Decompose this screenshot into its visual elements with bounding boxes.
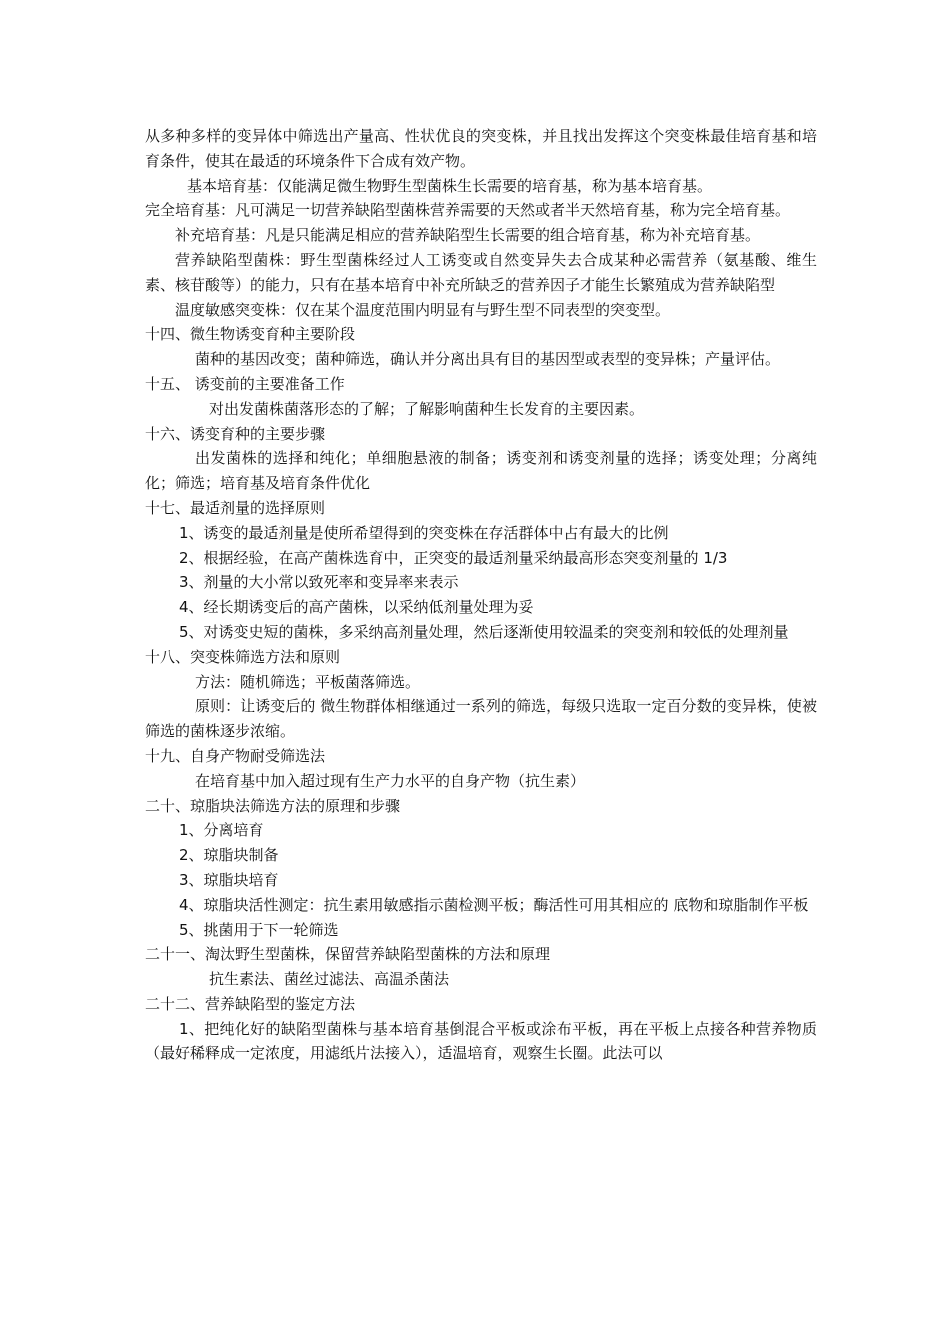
paragraph: 5、对诱变史短的菌株，多采纳高剂量处理，然后逐渐使用较温柔的突变剂和较低的处理剂量 [179,622,789,641]
section-heading: 十四、微生物诱变育种主要阶段 [145,325,356,344]
paragraph: 1、把纯化好的缺陷型菌株与基本培育基倒混合平板或涂布平板，再在平板上点接各种营养物质（最好稀释成一定浓度，用滤纸片法接入），适温培育，观察生长圈。此法可以 [145,1019,817,1063]
section-heading: 十八、突变株筛选方法和原则 [145,647,341,666]
paragraph: 出发菌株的选择和纯化；单细胞悬液的制备；诱变剂和诱变剂量的选择；诱变处理；分离纯化；筛选；培育基及培育条件优化 [145,449,817,493]
section-heading: 十六、诱变育种的主要步骤 [145,424,326,443]
paragraph: 在培育基中加入超过现有生产力水平的自身产物（抗生素） [195,771,586,790]
paragraph: 方法：随机筛选；平板菌落筛选。 [195,672,421,691]
paragraph: 补充培育基：凡是只能满足相应的营养缺陷型生长需要的组合培育基，称为补充培育基。 [175,226,761,245]
paragraph: 3、琼脂块培育 [179,870,279,889]
paragraph: 菌种的基因改变；菌种筛选，确认并分离出具有目的基因型或表型的变异株；产量评估。 [195,350,781,369]
paragraph: 1、分离培育 [179,821,264,840]
paragraph: 对出发菌株菌落形态的了解；了解影响菌种生长发育的主要因素。 [209,399,645,418]
section-heading: 二十、琼脂块法筛选方法的原理和步骤 [145,796,401,815]
paragraph: 1、诱变的最适剂量是使所希望得到的突变株在存活群体中占有最大的比例 [179,523,669,542]
section-heading: 二十一、淘汰野生型菌株，保留营养缺陷型菌株的方法和原理 [145,945,551,964]
paragraph: 抗生素法、菌丝过滤法、高温杀菌法 [209,970,450,989]
section-heading: 十七、最适剂量的选择原则 [145,498,326,517]
paragraph: 基本培育基：仅能满足微生物野生型菌株生长需要的培育基，称为基本培育基。 [187,176,713,195]
paragraph: 营养缺陷型菌株：野生型菌株经过人工诱变或自然变异失去合成某种必需营养（氨基酸、维生素、核苷酸等）的能力，只有在基本培育中补充所缺乏的营养因子才能生长繁殖成为营养缺陷型 [145,250,817,294]
paragraph: 完全培育基：凡可满足一切营养缺陷型菌株营养需要的天然或者半天然培育基，称为完全培育基。 [145,201,791,220]
section-heading: 十五、 诱变前的主要准备工作 [145,374,345,393]
paragraph: 从多种多样的变异体中筛选出产量高、性状优良的突变株，并且找出发挥这个突变株最佳培育基和培育条件，使其在最适的环境条件下合成有效产物。 [145,127,817,170]
paragraph: 4、琼脂块活性测定：抗生素用敏感指示菌检测平板；酶活性可用其相应的 底物和琼脂制作平板 [179,895,809,914]
section-heading: 二十二、营养缺陷型的鉴定方法 [145,994,356,1013]
paragraph: 原则：让诱变后的 微生物群体相继通过一系列的筛选，每级只选取一定百分数的变异株，使被筛选的菌株逐步浓缩。 [145,697,817,741]
document-body [145,124,817,1066]
section-heading: 十九、自身产物耐受筛选法 [145,746,326,765]
paragraph: 4、经长期诱变后的高产菌株，以采纳低剂量处理为妥 [179,598,534,617]
paragraph: 温度敏感突变株：仅在某个温度范围内明显有与野生型不同表型的突变型。 [175,300,671,319]
paragraph: 5、挑菌用于下一轮筛选 [179,920,339,939]
paragraph: 2、琼脂块制备 [179,846,279,865]
paragraph: 3、剂量的大小常以致死率和变异率来表示 [179,573,459,592]
paragraph: 2、根据经验，在高产菌株选育中，正突变的最适剂量采纳最高形态突变剂量的 1/3 [179,548,728,567]
